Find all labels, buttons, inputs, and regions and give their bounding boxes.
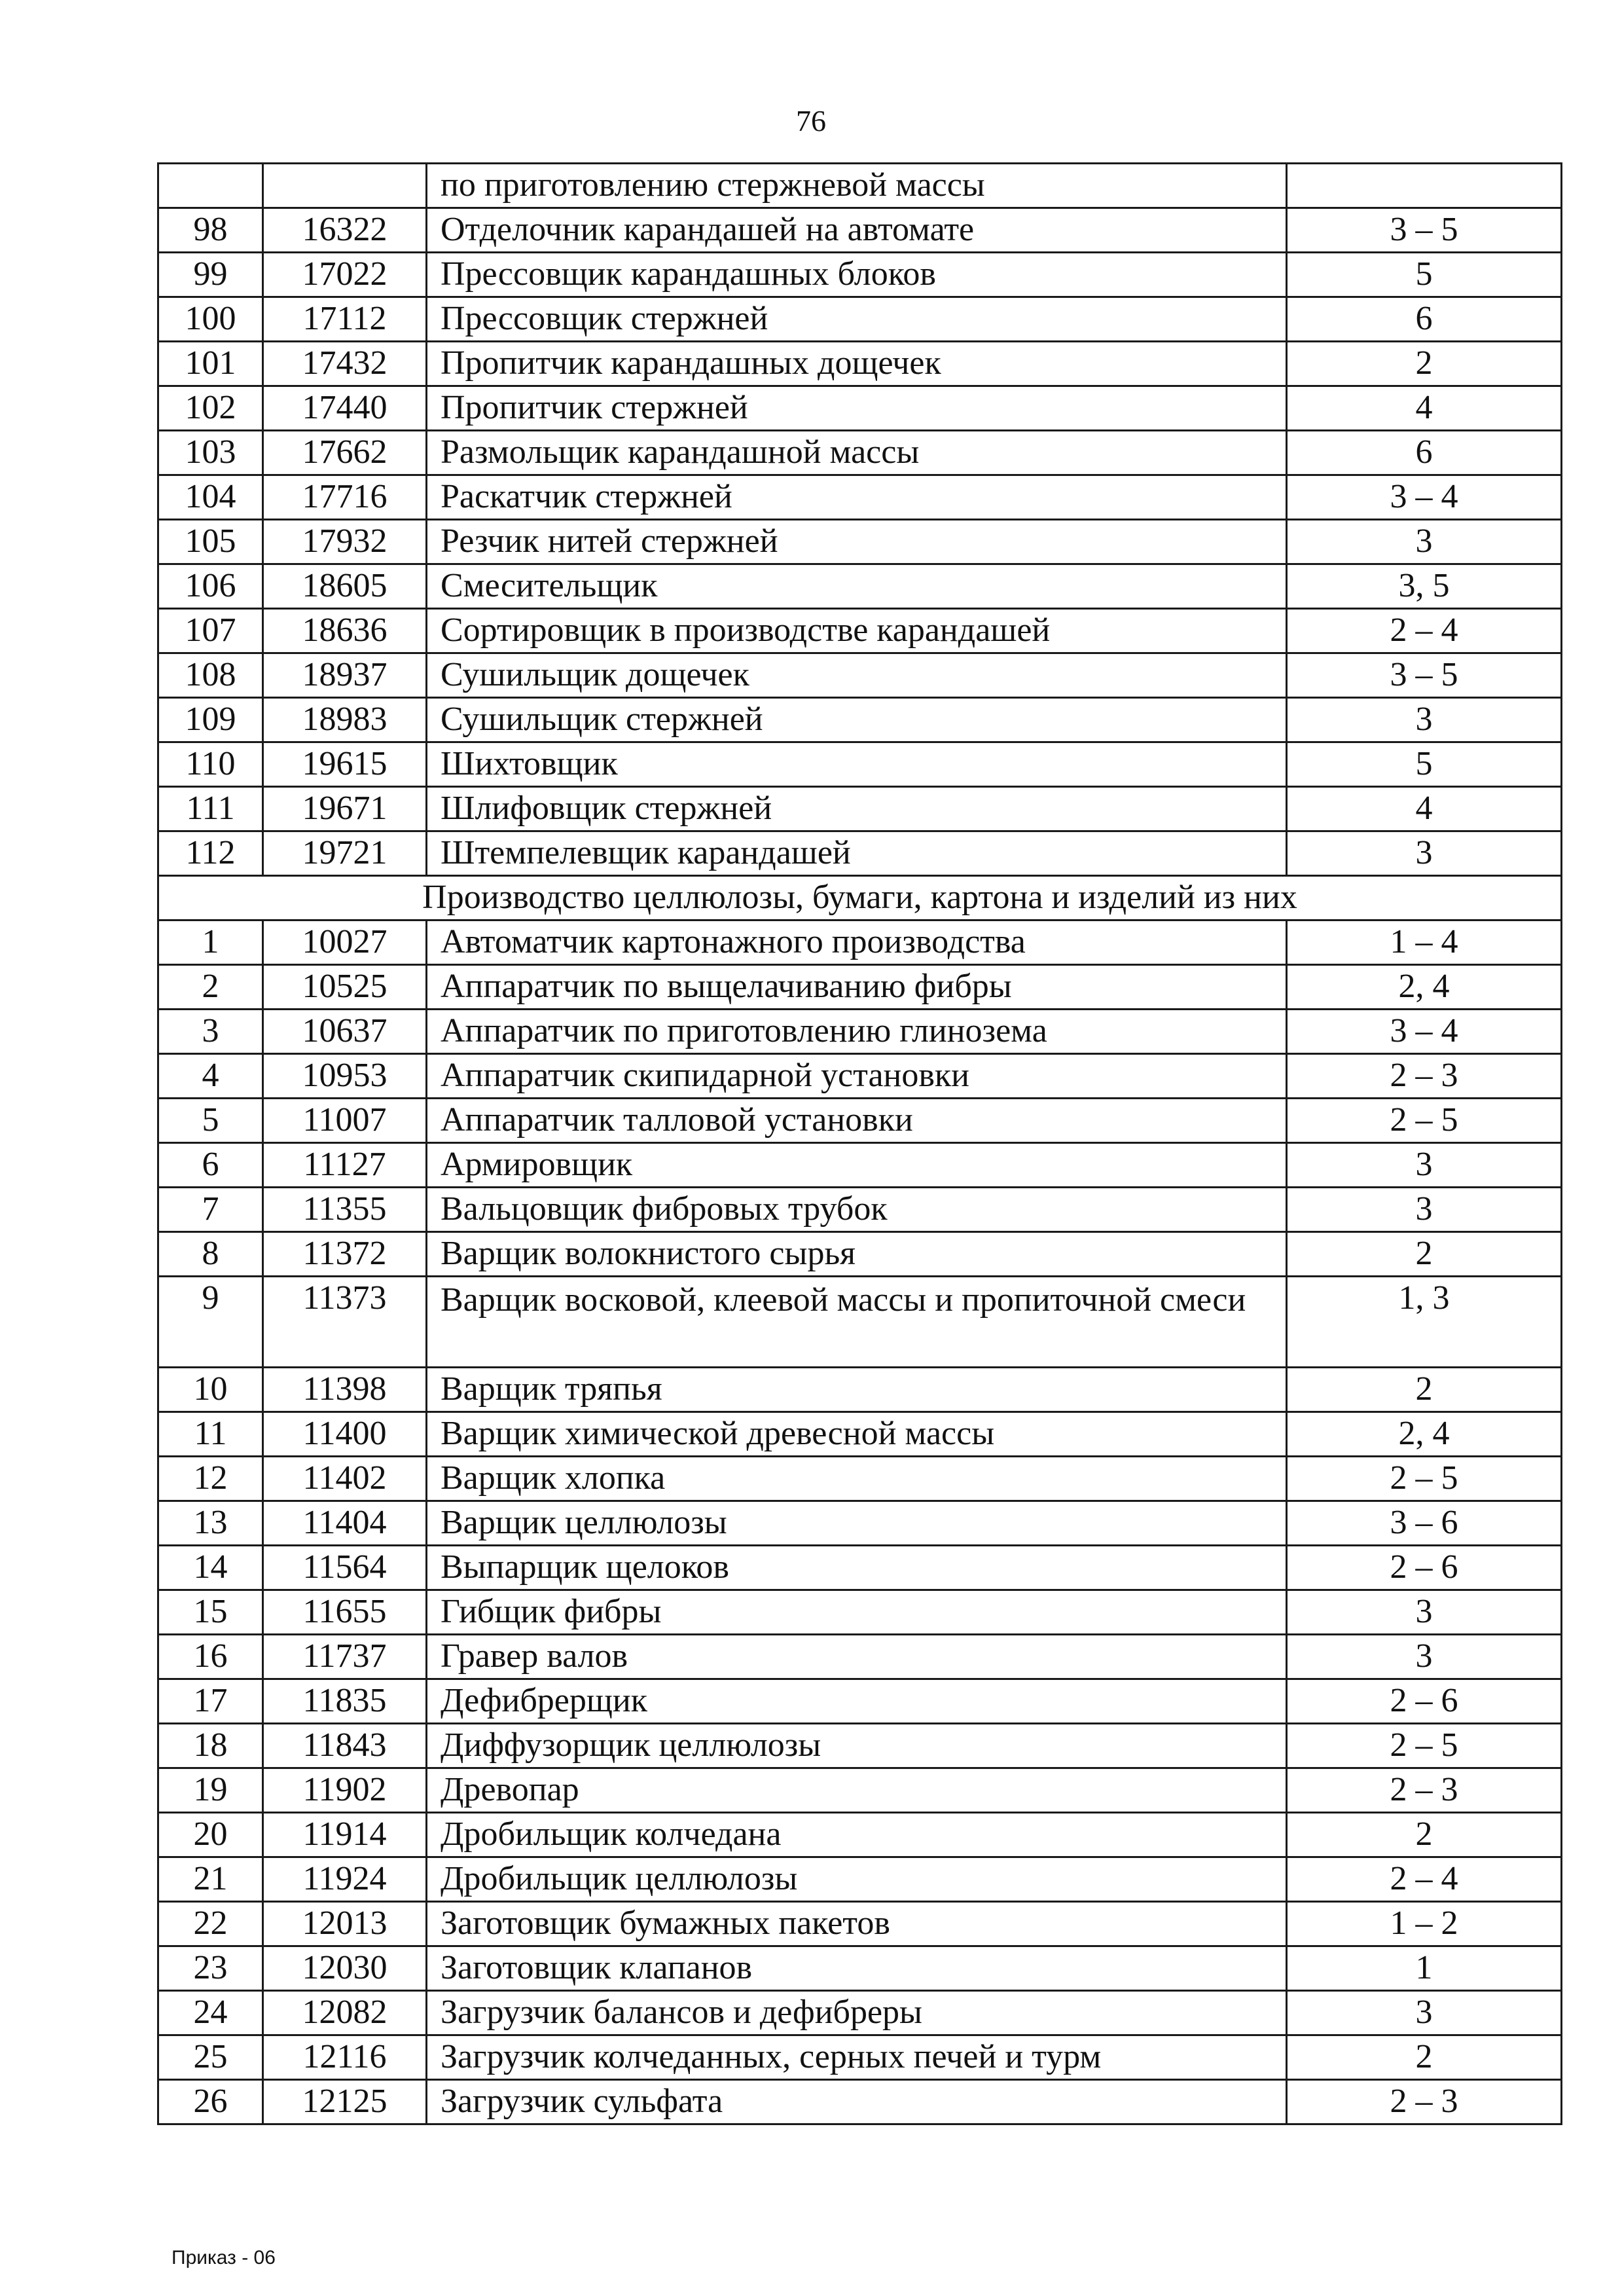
row-profession-name: Отделочник карандашей на автомате <box>427 208 1287 253</box>
table-row <box>158 386 1562 431</box>
row-grade: 3 – 6 <box>1287 1501 1562 1546</box>
table-row <box>158 1143 1562 1188</box>
table-row <box>158 1412 1562 1457</box>
row-grade: 3, 5 <box>1287 564 1562 609</box>
row-code: 12082 <box>263 1991 427 2035</box>
row-number: 24 <box>158 1991 263 2035</box>
row-grade: 2 – 5 <box>1287 1724 1562 1768</box>
row-number: 101 <box>158 342 263 386</box>
row-number: 100 <box>158 297 263 342</box>
footer-order-label: Приказ - 06 <box>171 2247 276 2269</box>
table-row <box>158 609 1562 653</box>
row-grade: 2, 4 <box>1287 965 1562 1010</box>
table-row <box>158 1768 1562 1813</box>
row-number: 23 <box>158 1946 263 1991</box>
table-row <box>158 1277 1562 1368</box>
row-grade: 1 – 4 <box>1287 920 1562 965</box>
row-profession-name: Аппаратчик скипидарной установки <box>427 1054 1287 1099</box>
row-profession-name: Дробильщик колчедана <box>427 1813 1287 1857</box>
row-profession-name: Варщик целлюлозы <box>427 1501 1287 1546</box>
row-code: 11655 <box>263 1590 427 1635</box>
row-number: 11 <box>158 1412 263 1457</box>
row-grade: 3 – 5 <box>1287 208 1562 253</box>
row-grade: 2 – 5 <box>1287 1457 1562 1501</box>
row-code: 10027 <box>263 920 427 965</box>
row-grade: 3 – 4 <box>1287 475 1562 520</box>
row-profession-name: Заготовщик бумажных пакетов <box>427 1902 1287 1946</box>
row-code <box>263 164 427 208</box>
row-number: 12 <box>158 1457 263 1501</box>
table-row <box>158 1368 1562 1412</box>
table-row <box>158 1813 1562 1857</box>
row-grade: 2 <box>1287 2035 1562 2080</box>
row-profession-name: Аппаратчик по выщелачиванию фибры <box>427 965 1287 1010</box>
row-profession-name: Прессовщик стержней <box>427 297 1287 342</box>
row-number: 26 <box>158 2080 263 2124</box>
row-code: 11564 <box>263 1546 427 1590</box>
row-profession-name: Шихтовщик <box>427 742 1287 787</box>
table-row <box>158 2035 1562 2080</box>
table-row <box>158 208 1562 253</box>
table-row <box>158 1501 1562 1546</box>
table-row <box>158 1590 1562 1635</box>
row-number: 110 <box>158 742 263 787</box>
row-number: 21 <box>158 1857 263 1902</box>
row-profession-name: Загрузчик сульфата <box>427 2080 1287 2124</box>
row-code: 19615 <box>263 742 427 787</box>
row-grade: 5 <box>1287 742 1562 787</box>
row-number: 10 <box>158 1368 263 1412</box>
row-code: 16322 <box>263 208 427 253</box>
row-code: 10637 <box>263 1010 427 1054</box>
row-code: 17716 <box>263 475 427 520</box>
row-grade: 1 <box>1287 1946 1562 1991</box>
table-row <box>158 297 1562 342</box>
table-row <box>158 475 1562 520</box>
row-number: 22 <box>158 1902 263 1946</box>
row-code: 17440 <box>263 386 427 431</box>
table-row <box>158 1010 1562 1054</box>
row-profession-name: по приготовлению стержневой массы <box>427 164 1287 208</box>
table-row <box>158 2080 1562 2124</box>
row-profession-name: Смесительщик <box>427 564 1287 609</box>
row-code: 11843 <box>263 1724 427 1768</box>
row-grade: 2 – 5 <box>1287 1099 1562 1143</box>
table-row <box>158 1679 1562 1724</box>
row-code: 11737 <box>263 1635 427 1679</box>
row-code: 11914 <box>263 1813 427 1857</box>
row-profession-name: Диффузорщик целлюлозы <box>427 1724 1287 1768</box>
table-row <box>158 1724 1562 1768</box>
table-row <box>158 787 1562 831</box>
row-number: 109 <box>158 698 263 742</box>
row-grade: 3 <box>1287 698 1562 742</box>
row-profession-name: Гравер валов <box>427 1635 1287 1679</box>
row-code: 17432 <box>263 342 427 386</box>
row-grade: 2 <box>1287 342 1562 386</box>
table-row <box>158 1188 1562 1232</box>
row-profession-name: Гибщик фибры <box>427 1590 1287 1635</box>
row-number: 15 <box>158 1590 263 1635</box>
row-code: 11373 <box>263 1277 427 1368</box>
row-number: 6 <box>158 1143 263 1188</box>
row-code: 11007 <box>263 1099 427 1143</box>
table-row <box>158 1054 1562 1099</box>
row-number: 105 <box>158 520 263 564</box>
row-code: 17022 <box>263 253 427 297</box>
row-grade: 2 <box>1287 1232 1562 1277</box>
row-grade: 2 – 3 <box>1287 1768 1562 1813</box>
row-number: 8 <box>158 1232 263 1277</box>
row-grade: 3 <box>1287 520 1562 564</box>
section-header-row <box>158 876 1562 920</box>
table-row <box>158 831 1562 876</box>
row-grade: 2 <box>1287 1813 1562 1857</box>
table-row <box>158 1546 1562 1590</box>
row-code: 17112 <box>263 297 427 342</box>
table-row <box>158 1457 1562 1501</box>
row-profession-name: Дробильщик целлюлозы <box>427 1857 1287 1902</box>
row-profession-name: Размольщик карандашной массы <box>427 431 1287 475</box>
row-code: 17662 <box>263 431 427 475</box>
row-code: 18605 <box>263 564 427 609</box>
row-number: 98 <box>158 208 263 253</box>
row-number: 111 <box>158 787 263 831</box>
row-profession-name: Раскатчик стержней <box>427 475 1287 520</box>
row-grade: 1 – 2 <box>1287 1902 1562 1946</box>
row-grade: 1, 3 <box>1287 1277 1562 1368</box>
table-row <box>158 653 1562 698</box>
row-code: 12013 <box>263 1902 427 1946</box>
table-row <box>158 1857 1562 1902</box>
row-grade: 2 – 4 <box>1287 609 1562 653</box>
row-grade: 4 <box>1287 386 1562 431</box>
row-grade: 3 <box>1287 1991 1562 2035</box>
row-number: 5 <box>158 1099 263 1143</box>
row-code: 17932 <box>263 520 427 564</box>
row-grade: 2 – 4 <box>1287 1857 1562 1902</box>
table-row <box>158 342 1562 386</box>
row-profession-name: Сушильщик дощечек <box>427 653 1287 698</box>
row-profession-name: Варщик тряпья <box>427 1368 1287 1412</box>
row-number: 102 <box>158 386 263 431</box>
row-profession-name: Пропитчик карандашных дощечек <box>427 342 1287 386</box>
row-grade: 3 <box>1287 1143 1562 1188</box>
row-profession-name: Штемпелевщик карандашей <box>427 831 1287 876</box>
table-row <box>158 1099 1562 1143</box>
professions-table <box>157 162 1562 2125</box>
row-code: 11355 <box>263 1188 427 1232</box>
row-number: 20 <box>158 1813 263 1857</box>
row-grade: 3 – 5 <box>1287 653 1562 698</box>
row-grade: 5 <box>1287 253 1562 297</box>
row-code: 11924 <box>263 1857 427 1902</box>
row-grade: 3 – 4 <box>1287 1010 1562 1054</box>
table-row <box>158 431 1562 475</box>
row-profession-name: Древопар <box>427 1768 1287 1813</box>
row-number: 9 <box>158 1277 263 1368</box>
row-profession-name: Варщик химической древесной массы <box>427 1412 1287 1457</box>
row-number: 18 <box>158 1724 263 1768</box>
row-code: 11398 <box>263 1368 427 1412</box>
table-row <box>158 698 1562 742</box>
row-code: 18937 <box>263 653 427 698</box>
row-profession-name: Загрузчик колчеданных, серных печей и турм <box>427 2035 1287 2080</box>
table-row <box>158 1232 1562 1277</box>
row-code: 11402 <box>263 1457 427 1501</box>
row-profession-name: Автоматчик картонажного производства <box>427 920 1287 965</box>
row-number: 104 <box>158 475 263 520</box>
page-number: 76 <box>796 104 826 137</box>
row-profession-name: Выпарщик щелоков <box>427 1546 1287 1590</box>
table-row <box>158 1991 1562 2035</box>
row-grade: 6 <box>1287 431 1562 475</box>
row-grade <box>1287 164 1562 208</box>
table-row <box>158 253 1562 297</box>
row-number: 14 <box>158 1546 263 1590</box>
row-grade: 2 – 6 <box>1287 1679 1562 1724</box>
row-profession-name: Вальцовщик фибровых трубок <box>427 1188 1287 1232</box>
row-code: 11372 <box>263 1232 427 1277</box>
row-code: 10953 <box>263 1054 427 1099</box>
row-code: 12125 <box>263 2080 427 2124</box>
section-title: Производство целлюлозы, бумаги, картона и изделий из них <box>158 876 1562 920</box>
row-profession-name: Шлифовщик стержней <box>427 787 1287 831</box>
table-row <box>158 520 1562 564</box>
row-profession-name: Аппаратчик по приготовлению глинозема <box>427 1010 1287 1054</box>
row-grade: 2 <box>1287 1368 1562 1412</box>
table-row <box>158 564 1562 609</box>
row-code: 11835 <box>263 1679 427 1724</box>
row-code: 10525 <box>263 965 427 1010</box>
row-code: 11404 <box>263 1501 427 1546</box>
row-profession-name: Аппаратчик талловой установки <box>427 1099 1287 1143</box>
row-number: 107 <box>158 609 263 653</box>
row-profession-name: Резчик нитей стержней <box>427 520 1287 564</box>
row-code: 18983 <box>263 698 427 742</box>
row-grade: 2 – 3 <box>1287 2080 1562 2124</box>
row-number: 13 <box>158 1501 263 1546</box>
row-number: 112 <box>158 831 263 876</box>
row-grade: 2, 4 <box>1287 1412 1562 1457</box>
table-row <box>158 920 1562 965</box>
row-grade: 6 <box>1287 297 1562 342</box>
row-number: 3 <box>158 1010 263 1054</box>
row-profession-name: Армировщик <box>427 1143 1287 1188</box>
row-number: 1 <box>158 920 263 965</box>
row-code: 11127 <box>263 1143 427 1188</box>
row-code: 11400 <box>263 1412 427 1457</box>
row-profession-name: Прессовщик карандашных блоков <box>427 253 1287 297</box>
row-number: 106 <box>158 564 263 609</box>
row-grade: 3 <box>1287 831 1562 876</box>
row-profession-name: Заготовщик клапанов <box>427 1946 1287 1991</box>
row-number: 7 <box>158 1188 263 1232</box>
row-number: 99 <box>158 253 263 297</box>
row-number: 2 <box>158 965 263 1010</box>
row-code: 19721 <box>263 831 427 876</box>
table-row <box>158 1635 1562 1679</box>
table-row <box>158 965 1562 1010</box>
row-profession-name: Пропитчик стержней <box>427 386 1287 431</box>
table-body <box>158 164 1562 2124</box>
row-number: 16 <box>158 1635 263 1679</box>
table-row <box>158 1902 1562 1946</box>
row-grade: 2 – 3 <box>1287 1054 1562 1099</box>
row-profession-name: Варщик хлопка <box>427 1457 1287 1501</box>
table-row <box>158 1946 1562 1991</box>
row-number: 108 <box>158 653 263 698</box>
row-number: 17 <box>158 1679 263 1724</box>
row-number: 25 <box>158 2035 263 2080</box>
row-code: 12116 <box>263 2035 427 2080</box>
row-grade: 4 <box>1287 787 1562 831</box>
row-number: 4 <box>158 1054 263 1099</box>
table-row <box>158 742 1562 787</box>
table-row-continuation <box>158 164 1562 208</box>
row-profession-name: Варщик восковой, клеевой массы и пропиточной смеси <box>427 1277 1287 1368</box>
row-profession-name: Дефибрерщик <box>427 1679 1287 1724</box>
row-grade: 3 <box>1287 1188 1562 1232</box>
row-code: 18636 <box>263 609 427 653</box>
row-number: 19 <box>158 1768 263 1813</box>
row-profession-name: Сортировщик в производстве карандашей <box>427 609 1287 653</box>
row-profession-name: Загрузчик балансов и дефибреры <box>427 1991 1287 2035</box>
row-code: 11902 <box>263 1768 427 1813</box>
row-number <box>158 164 263 208</box>
row-profession-name: Сушильщик стержней <box>427 698 1287 742</box>
row-code: 19671 <box>263 787 427 831</box>
row-profession-name: Варщик волокнистого сырья <box>427 1232 1287 1277</box>
row-grade: 2 – 6 <box>1287 1546 1562 1590</box>
row-grade: 3 <box>1287 1635 1562 1679</box>
row-code: 12030 <box>263 1946 427 1991</box>
row-number: 103 <box>158 431 263 475</box>
row-grade: 3 <box>1287 1590 1562 1635</box>
